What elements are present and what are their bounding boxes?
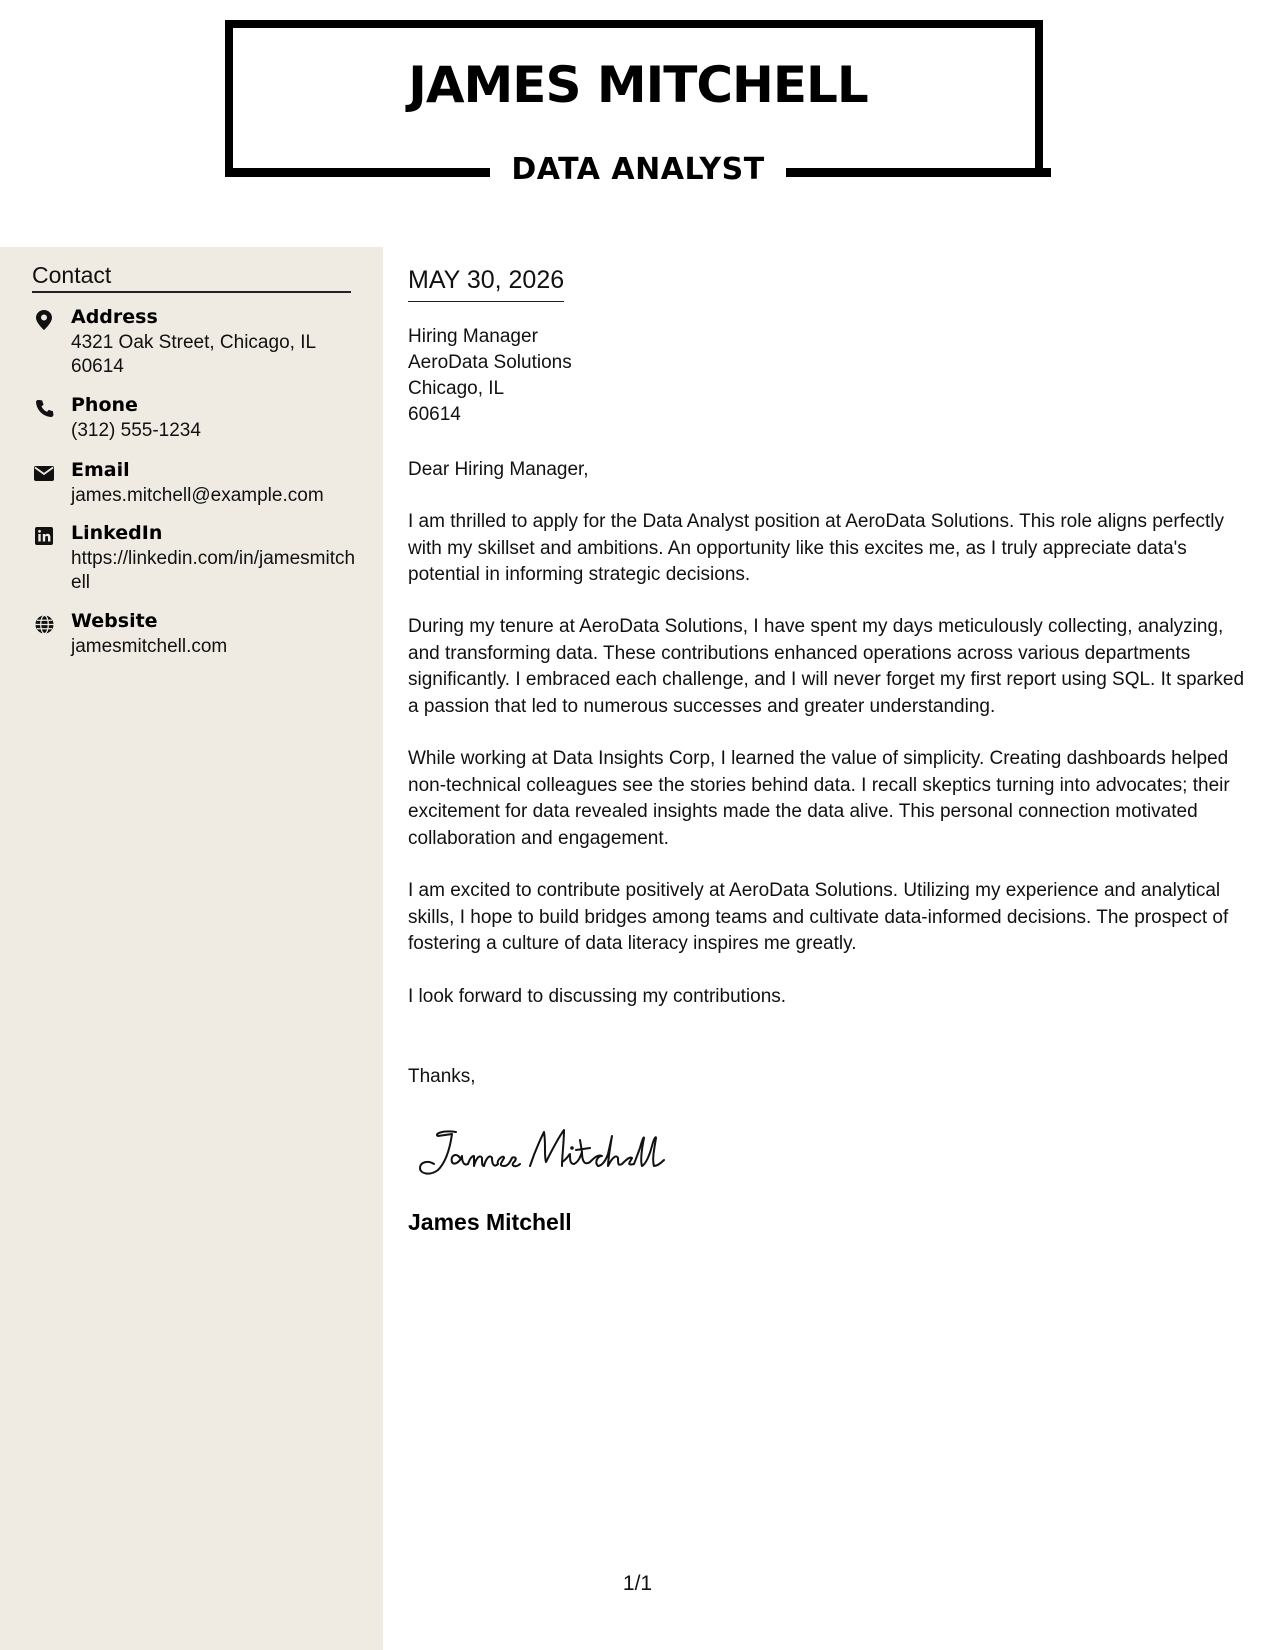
- applicant-name: JAMES MITCHELL: [408, 56, 868, 114]
- contact-value: jamesmitchell.com: [71, 636, 228, 657]
- recipient-line: Hiring Manager: [408, 326, 538, 347]
- contact-label: Phone: [71, 394, 138, 416]
- signer-name: James Mitchell: [408, 1209, 572, 1235]
- contact-label: Address: [71, 306, 158, 328]
- contact-label: Email: [71, 459, 130, 481]
- header-frame-bottom-right: [786, 168, 1051, 177]
- phone-icon: [32, 397, 56, 419]
- contact-heading: Contact: [32, 262, 351, 293]
- page-number: 1/1: [622, 1572, 653, 1595]
- envelope-icon: [32, 462, 56, 484]
- letter-paragraph: I am excited to contribute positively at AeroData Solutions. Utilizing my experience and analytical skills, I hope to build bridges among teams and cultivate data-informed decisions. The prospect of fostering a culture of data literacy inspires me greatly.: [408, 880, 1229, 954]
- recipient-line: AeroData Solutions: [408, 352, 572, 373]
- greeting: Dear Hiring Manager,: [408, 459, 589, 480]
- contact-value: 4321 Oak Street, Chicago, IL 60614: [71, 332, 316, 377]
- map-pin-icon: [32, 309, 56, 331]
- letter-date: MAY 30, 2026: [408, 266, 564, 302]
- globe-icon: [32, 613, 56, 635]
- linkedin-icon: [32, 525, 56, 547]
- contact-label: LinkedIn: [71, 522, 163, 544]
- contact-label: Website: [71, 610, 158, 632]
- recipient-block: [408, 324, 572, 428]
- recipient-line: Chicago, IL: [408, 378, 505, 399]
- contact-value: (312) 555-1234: [71, 420, 201, 441]
- closing: Thanks,: [408, 1066, 476, 1087]
- job-title: DATA ANALYST: [511, 152, 765, 187]
- recipient-line: 60614: [408, 404, 461, 425]
- handwritten-signature: [412, 1118, 672, 1193]
- contact-value: james.mitchell@example.com: [71, 485, 324, 506]
- letter-paragraph: I am thrilled to apply for the Data Analyst position at AeroData Solutions. This role aligns perfectly with my skillset and ambitions. An opportunity like this excites me, as I truly appreciate data's potential in informing strategic decisions.: [408, 511, 1225, 585]
- header-frame-bottom-left: [225, 168, 490, 177]
- letter-paragraph: I look forward to discussing my contributions.: [408, 986, 787, 1007]
- contact-sidebar: [0, 247, 383, 1650]
- letter-paragraph: While working at Data Insights Corp, I learned the value of simplicity. Creating dashboards helped non-technical colleagues see the stories behind data. I recall skeptics turning into advocates; their excitement for data revealed insights made the data alive. This personal connection motivated collaboration and engagement.: [408, 748, 1230, 849]
- contact-value: https://linkedin.com/in/jamesmitchell: [71, 548, 356, 593]
- letter-paragraph: During my tenure at AeroData Solutions, I have spent my days meticulously collecting, analyzing, and transforming data. These contributions enhanced operations across various departments significantly. I embraced each challenge, and I will never forget my first report using SQL. It sparked a passion that led to numerous successes and greater understanding.: [408, 616, 1245, 717]
